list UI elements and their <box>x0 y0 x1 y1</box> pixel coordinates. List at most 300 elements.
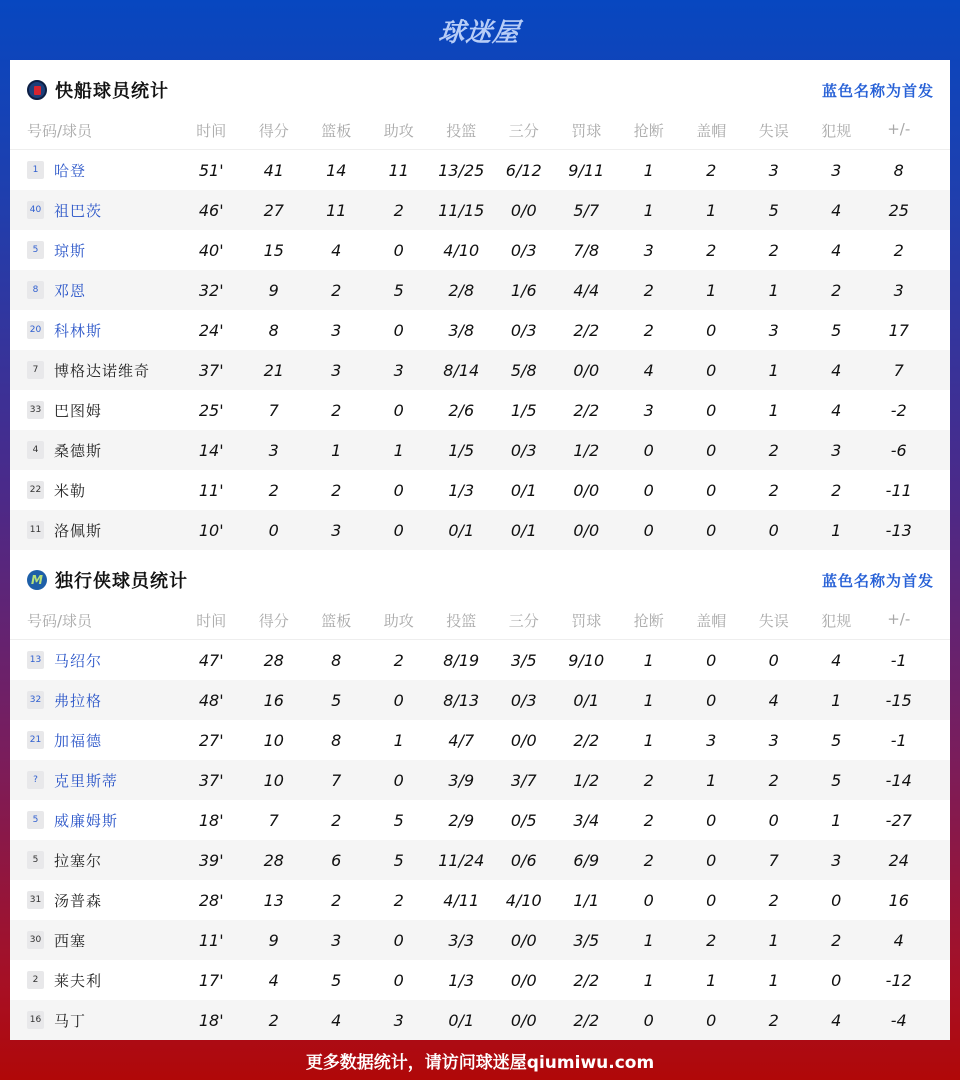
stat-cell: 4 <box>831 360 842 380</box>
table-row[interactable] <box>10 880 950 920</box>
stat-cell: 2 <box>643 810 654 830</box>
stat-cell: 1/3 <box>448 480 475 500</box>
stat-cell: -12 <box>885 970 912 990</box>
stat-cell: 0 <box>706 890 717 910</box>
stat-cell: 2 <box>643 280 654 300</box>
stat-cell: 0 <box>393 320 404 340</box>
stat-cell: 3 <box>706 730 717 750</box>
stat-cell: 8/14 <box>443 360 480 380</box>
stat-cell: 4 <box>268 970 279 990</box>
section-title <box>27 77 169 103</box>
stat-cell: -1 <box>890 650 907 670</box>
table-row[interactable] <box>10 720 950 760</box>
table-row[interactable] <box>10 390 950 430</box>
stat-cell: 2 <box>331 810 342 830</box>
stat-cell: 2 <box>706 160 717 180</box>
stat-cell: 1 <box>768 360 779 380</box>
stat-cell: 6/9 <box>573 850 600 870</box>
stat-cell: 3 <box>768 730 779 750</box>
stat-cell: 0/1 <box>510 520 537 540</box>
jersey-icon: 7 <box>27 361 44 379</box>
stat-cell: 24 <box>888 850 909 870</box>
stat-cell: 3/3 <box>448 930 475 950</box>
stat-cell: 3 <box>331 320 342 340</box>
jersey-icon: 30 <box>27 931 44 949</box>
stat-cell: 1 <box>331 440 342 460</box>
column-header: 抢断 <box>633 612 664 630</box>
stat-cell: 4/10 <box>505 890 542 910</box>
stat-cell: 0 <box>643 440 654 460</box>
stat-cell: 3 <box>393 360 404 380</box>
table-row[interactable] <box>10 840 950 880</box>
player-name[interactable]: 邓恩 <box>54 281 87 300</box>
stat-cell: 1/3 <box>448 970 475 990</box>
player-name[interactable]: 科林斯 <box>54 321 103 340</box>
stat-cell: 13/25 <box>438 160 485 180</box>
player-name[interactable]: 莱夫利 <box>54 971 103 990</box>
stat-cell: 27 <box>263 200 284 220</box>
stat-cell: -2 <box>890 400 907 420</box>
player-cell <box>10 400 180 421</box>
stat-cell: 3/5 <box>510 650 537 670</box>
jersey-icon: 13 <box>27 651 44 669</box>
stat-cell: 2 <box>268 1010 279 1030</box>
stat-cell: 18' <box>198 1010 224 1030</box>
table-row[interactable] <box>10 960 950 1000</box>
stat-cell: 7 <box>268 400 279 420</box>
player-cell <box>10 360 180 381</box>
stat-cell: 10 <box>263 730 284 750</box>
stat-cell: 6 <box>331 850 342 870</box>
stat-cell: 0/0 <box>510 930 537 950</box>
stat-cell: -13 <box>885 520 912 540</box>
stat-cell: 8/19 <box>443 650 480 670</box>
stat-cell: 3 <box>331 520 342 540</box>
stat-cell: 2 <box>831 280 842 300</box>
jersey-icon: 16 <box>27 1011 44 1029</box>
table-row[interactable] <box>10 190 950 230</box>
stat-cell: 5 <box>831 730 842 750</box>
player-name[interactable]: 弗拉格 <box>54 691 103 710</box>
player-name[interactable]: 哈登 <box>54 161 87 180</box>
stat-cell: 0 <box>643 1010 654 1030</box>
clippers-logo-icon <box>27 80 47 100</box>
table-row[interactable] <box>10 150 950 190</box>
player-name[interactable]: 巴图姆 <box>54 401 103 420</box>
column-header: 三分 <box>508 122 539 140</box>
stat-cell: 2 <box>768 480 779 500</box>
section-title-text: 快船球员统计 <box>55 81 169 102</box>
jersey-icon: 5 <box>27 241 44 259</box>
stat-cell: 3 <box>643 400 654 420</box>
stat-cell: 4 <box>831 240 842 260</box>
stat-cell: 15 <box>263 240 284 260</box>
stat-cell: 1 <box>706 280 717 300</box>
stat-cell: 1/1 <box>573 890 600 910</box>
player-name[interactable]: 琼斯 <box>54 241 87 260</box>
stat-cell: 4 <box>831 200 842 220</box>
column-header-player: 号码/球员 <box>27 612 93 630</box>
stat-cell: 2 <box>831 930 842 950</box>
stat-cell: 5 <box>393 850 404 870</box>
stat-cell: 27' <box>198 730 224 750</box>
stat-cell: 41 <box>263 160 284 180</box>
stat-cell: 3/8 <box>448 320 475 340</box>
stat-cell: 9 <box>268 280 279 300</box>
column-header: 失误 <box>758 612 789 630</box>
stat-cell: 5 <box>331 690 342 710</box>
column-header: 得分 <box>258 122 289 140</box>
stat-cell: 3 <box>643 240 654 260</box>
player-cell <box>10 240 180 261</box>
stat-cell: 51' <box>198 160 224 180</box>
stat-cell: 4 <box>831 400 842 420</box>
stat-cell: 0 <box>706 650 717 670</box>
table-row[interactable] <box>10 640 950 680</box>
player-cell <box>10 440 180 461</box>
stat-cell: 0 <box>831 890 842 910</box>
stat-cell: 0/1 <box>573 690 600 710</box>
stat-cell: 3 <box>768 320 779 340</box>
stat-cell: 46' <box>198 200 224 220</box>
table-row[interactable] <box>10 310 950 350</box>
stat-cell: 39' <box>198 850 224 870</box>
stat-cell: 0 <box>706 480 717 500</box>
stat-cell: 0 <box>768 650 779 670</box>
stat-cell: 0/3 <box>510 690 537 710</box>
stat-cell: 37' <box>198 360 224 380</box>
stat-cell: 1 <box>706 970 717 990</box>
column-header: 盖帽 <box>696 122 727 140</box>
stat-cell: 0 <box>706 1010 717 1030</box>
stat-cell: 0/3 <box>510 240 537 260</box>
stat-cell: 0 <box>393 970 404 990</box>
stat-cell: 0 <box>643 480 654 500</box>
stat-cell: 1 <box>706 200 717 220</box>
column-header: 篮板 <box>321 612 352 630</box>
stat-cell: 3 <box>831 440 842 460</box>
stat-cell: 2 <box>768 240 779 260</box>
stat-cell: 5/8 <box>510 360 537 380</box>
stat-cell: 2 <box>831 480 842 500</box>
stat-cell: 0/0 <box>510 730 537 750</box>
stat-cell: 28' <box>198 890 224 910</box>
player-name[interactable]: 克里斯蒂 <box>54 771 119 790</box>
stat-cell: 2/8 <box>448 280 475 300</box>
stat-cell: 5 <box>331 970 342 990</box>
stat-cell: 24' <box>198 320 224 340</box>
stat-cell: 13 <box>263 890 284 910</box>
section-title-text: 独行侠球员统计 <box>55 571 188 592</box>
stat-cell: 7/8 <box>573 240 600 260</box>
jersey-icon: 4 <box>27 441 44 459</box>
stat-cell: 1/6 <box>510 280 537 300</box>
stat-cell: 0/0 <box>573 520 600 540</box>
stat-cell: 3 <box>893 280 904 300</box>
stat-cell: 3 <box>268 440 279 460</box>
stat-cell: 0/5 <box>510 810 537 830</box>
stat-cell: 2 <box>268 480 279 500</box>
stat-cell: 0/3 <box>510 440 537 460</box>
stat-cell: 4/4 <box>573 280 600 300</box>
player-name[interactable]: 加福德 <box>54 731 103 750</box>
stat-cell: 2 <box>331 400 342 420</box>
stat-cell: 7 <box>768 850 779 870</box>
table-row[interactable] <box>10 230 950 270</box>
jersey-icon: 32 <box>27 691 44 709</box>
stat-cell: 9/10 <box>568 650 605 670</box>
stat-cell: 7 <box>331 770 342 790</box>
stat-cell: 47' <box>198 650 224 670</box>
stat-cell: 2/2 <box>573 400 600 420</box>
stat-cell: 5 <box>831 320 842 340</box>
stat-cell: 7 <box>893 360 904 380</box>
stat-cell: 11 <box>326 200 347 220</box>
column-header: 助攻 <box>383 122 414 140</box>
stat-cell: 2/2 <box>573 1010 600 1030</box>
stat-cell: 1 <box>643 160 654 180</box>
player-cell <box>10 770 180 791</box>
stat-cell: 2 <box>393 650 404 670</box>
stat-cell: 0 <box>706 520 717 540</box>
stat-cell: 0/0 <box>510 970 537 990</box>
stat-cell: 4 <box>831 650 842 670</box>
table-row[interactable] <box>10 270 950 310</box>
stat-cell: 1 <box>831 520 842 540</box>
jersey-icon: 31 <box>27 891 44 909</box>
stat-cell: 2 <box>331 890 342 910</box>
starter-legend-note: 蓝色名称为首发 <box>821 571 934 590</box>
stat-cell: 4/10 <box>443 240 480 260</box>
player-name[interactable]: 汤普森 <box>54 891 103 910</box>
player-cell <box>10 650 180 671</box>
player-name[interactable]: 桑德斯 <box>54 441 103 460</box>
stat-cell: 7 <box>268 810 279 830</box>
stat-cell: 2/9 <box>448 810 475 830</box>
stat-cell: 8 <box>331 730 342 750</box>
stat-cell: 1/5 <box>448 440 475 460</box>
player-name[interactable]: 米勒 <box>54 481 87 500</box>
stat-cell: -14 <box>885 770 912 790</box>
stat-cell: 0/6 <box>510 850 537 870</box>
stat-cell: 9/11 <box>568 160 605 180</box>
stat-cell: 10' <box>198 520 224 540</box>
jersey-icon: 5 <box>27 811 44 829</box>
stat-cell: 1 <box>643 970 654 990</box>
stat-cell: 1/2 <box>573 770 600 790</box>
stat-cell: 11/24 <box>438 850 485 870</box>
stat-cell: 2 <box>893 240 904 260</box>
jersey-icon: 22 <box>27 481 44 499</box>
footer-banner <box>0 1040 960 1080</box>
stat-cell: 1 <box>768 970 779 990</box>
stat-cell: 0/0 <box>573 360 600 380</box>
jersey-icon: 8 <box>27 281 44 299</box>
top-banner <box>0 0 960 60</box>
stat-cell: 0 <box>768 520 779 540</box>
table-row[interactable] <box>10 1000 950 1040</box>
table-row[interactable] <box>10 510 950 550</box>
stat-cell: 2 <box>706 240 717 260</box>
site-logo: 球迷屋 <box>437 17 522 48</box>
column-header: 罚球 <box>571 122 602 140</box>
table-header <box>10 610 950 640</box>
stat-cell: 0 <box>706 810 717 830</box>
stat-cell: 3 <box>768 160 779 180</box>
stat-cell: 5 <box>393 810 404 830</box>
stat-cell: 5/7 <box>573 200 600 220</box>
stat-cell: 0 <box>393 930 404 950</box>
stat-cell: 3/9 <box>448 770 475 790</box>
stat-cell: 14' <box>198 440 224 460</box>
player-name[interactable]: 马绍尔 <box>54 651 103 670</box>
stat-cell: 2 <box>768 1010 779 1030</box>
stat-cell: 2/2 <box>573 730 600 750</box>
stat-cell: 9 <box>268 930 279 950</box>
stat-cell: 1 <box>706 770 717 790</box>
stat-cell: 1 <box>643 690 654 710</box>
table-row[interactable] <box>10 760 950 800</box>
stat-cell: 0 <box>706 320 717 340</box>
stat-cell: 17 <box>888 320 909 340</box>
player-cell <box>10 970 180 991</box>
stat-cell: 16 <box>263 690 284 710</box>
stat-cell: -4 <box>890 1010 907 1030</box>
player-cell <box>10 890 180 911</box>
stat-cell: 0 <box>393 240 404 260</box>
column-header-player: 号码/球员 <box>27 122 93 140</box>
stat-cell: 3 <box>331 930 342 950</box>
stat-cell: 4 <box>768 690 779 710</box>
stat-cell: 4 <box>893 930 904 950</box>
column-header: 犯规 <box>821 122 852 140</box>
stat-cell: 0 <box>768 810 779 830</box>
table-row[interactable] <box>10 680 950 720</box>
player-cell <box>10 160 180 181</box>
column-header: 投篮 <box>446 612 477 630</box>
stat-cell: 21 <box>263 360 284 380</box>
column-header: 犯规 <box>821 612 852 630</box>
stat-cell: 6/12 <box>505 160 542 180</box>
stat-cell: 1 <box>643 200 654 220</box>
column-header: 篮板 <box>321 122 352 140</box>
player-cell <box>10 200 180 221</box>
stat-cell: 3/4 <box>573 810 600 830</box>
column-header: 时间 <box>196 612 227 630</box>
team-section-0 <box>10 60 950 550</box>
stat-cell: 0 <box>831 970 842 990</box>
stat-cell: 11' <box>198 480 224 500</box>
stat-cell: 2 <box>393 890 404 910</box>
player-cell <box>10 690 180 711</box>
stat-cell: 11 <box>388 160 409 180</box>
column-header: 时间 <box>196 122 227 140</box>
stat-cell: 2 <box>643 320 654 340</box>
section-header <box>10 550 950 610</box>
player-name[interactable]: 马丁 <box>54 1011 87 1030</box>
player-name[interactable]: 拉塞尔 <box>54 851 103 870</box>
player-cell <box>10 480 180 501</box>
player-name[interactable]: 博格达诺维奇 <box>54 361 151 380</box>
stat-cell: 2 <box>643 770 654 790</box>
stat-cell: 4 <box>643 360 654 380</box>
stat-cell: 0 <box>393 480 404 500</box>
player-cell <box>10 730 180 751</box>
stat-cell: 18' <box>198 810 224 830</box>
stat-cell: 1 <box>393 440 404 460</box>
stat-cell: 40' <box>198 240 224 260</box>
jersey-icon: 5 <box>27 851 44 869</box>
stat-cell: 2 <box>331 280 342 300</box>
column-header: 得分 <box>258 612 289 630</box>
player-cell <box>10 280 180 301</box>
stat-cell: 16 <box>888 890 909 910</box>
jersey-icon: 11 <box>27 521 44 539</box>
stat-cell: 14 <box>326 160 347 180</box>
jersey-icon: 40 <box>27 201 44 219</box>
stat-cell: 0/1 <box>448 520 475 540</box>
stat-cell: 25' <box>198 400 224 420</box>
stat-cell: 0 <box>393 520 404 540</box>
player-cell <box>10 1010 180 1031</box>
stat-cell: 2/2 <box>573 320 600 340</box>
table-row[interactable] <box>10 470 950 510</box>
stat-cell: 3/7 <box>510 770 537 790</box>
section-title <box>27 567 188 593</box>
stat-cell: 0 <box>706 400 717 420</box>
footer-link-text[interactable]: 更多数据统计，请访问球迷屋qiumiwu.com <box>305 1052 655 1073</box>
stat-cell: 1 <box>643 730 654 750</box>
column-header: 三分 <box>508 612 539 630</box>
mavericks-logo-icon: M <box>27 570 47 590</box>
stat-cell: 1 <box>768 280 779 300</box>
stat-cell: 8 <box>893 160 904 180</box>
stat-cell: 3/5 <box>573 930 600 950</box>
stat-cell: 1 <box>643 650 654 670</box>
player-name[interactable]: 西塞 <box>54 931 87 950</box>
stat-cell: 3 <box>393 1010 404 1030</box>
stat-cell: 0/0 <box>510 1010 537 1030</box>
stat-cell: 0 <box>706 850 717 870</box>
stat-cell: 48' <box>198 690 224 710</box>
jersey-icon: 21 <box>27 731 44 749</box>
table-row[interactable] <box>10 920 950 960</box>
stat-cell: 0 <box>393 690 404 710</box>
player-cell <box>10 320 180 341</box>
stat-cell: 8 <box>268 320 279 340</box>
jersey-icon: 1 <box>27 161 44 179</box>
stat-cell: 4/11 <box>443 890 480 910</box>
column-header: 罚球 <box>571 612 602 630</box>
stat-cell: -6 <box>890 440 907 460</box>
jersey-icon: 33 <box>27 401 44 419</box>
player-name[interactable]: 祖巴茨 <box>54 201 103 220</box>
stat-cell: 10 <box>263 770 284 790</box>
stat-cell: 37' <box>198 770 224 790</box>
table-row[interactable] <box>10 800 950 840</box>
stat-cell: 4/7 <box>448 730 475 750</box>
table-row[interactable] <box>10 430 950 470</box>
starter-legend-note: 蓝色名称为首发 <box>821 81 934 100</box>
stat-cell: 1 <box>831 690 842 710</box>
stat-cell: 28 <box>263 650 284 670</box>
jersey-icon: ? <box>27 771 44 789</box>
player-name[interactable]: 威廉姆斯 <box>54 811 119 830</box>
player-name[interactable]: 洛佩斯 <box>54 521 103 540</box>
stat-cell: 0 <box>393 400 404 420</box>
stat-cell: 2/2 <box>573 970 600 990</box>
table-row[interactable] <box>10 350 950 390</box>
